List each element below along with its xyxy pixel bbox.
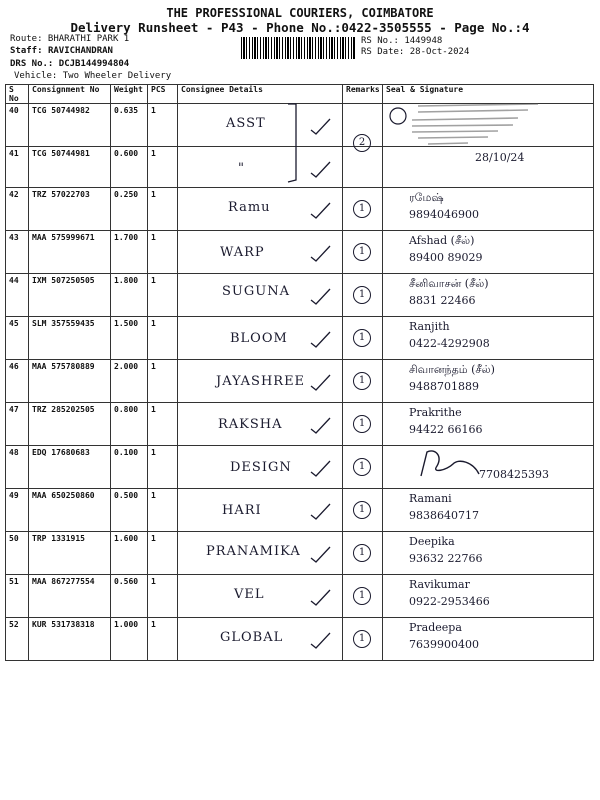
cell-sno: 41 <box>6 147 29 188</box>
cell-consignee <box>178 274 343 317</box>
tick-mark-icon <box>308 286 332 306</box>
remark-circle: 2 <box>353 134 371 152</box>
cell-consignee <box>178 446 343 489</box>
signature-phone: 7708425393 <box>479 468 549 481</box>
tick-mark-icon <box>308 587 332 607</box>
cell-consignment: MAA 650250860 <box>29 489 111 532</box>
signature-phone: 8831 22466 <box>409 294 476 307</box>
signature-name: சீனிவாசன் (சீல்) <box>409 277 489 290</box>
signature-name: சிவானந்தம் (சீல்) <box>409 363 495 376</box>
cell-weight: 1.500 <box>111 317 148 360</box>
cell-consignee <box>178 575 343 618</box>
consignee-name: BLOOM <box>230 331 288 346</box>
tick-mark-icon <box>308 458 332 478</box>
remark-circle: 1 <box>353 200 371 218</box>
consignee-name: DESIGN <box>230 460 292 475</box>
cell-pcs: 1 <box>148 231 178 274</box>
rs-number: RS No.: 1449948 <box>361 36 443 46</box>
signature-phone: 93632 22766 <box>409 552 483 565</box>
cell-pcs: 1 <box>148 104 178 147</box>
cell-remarks <box>343 188 383 231</box>
cell-signature <box>383 274 594 317</box>
signature-name: Prakrithe <box>409 406 462 419</box>
cell-weight: 0.500 <box>111 489 148 532</box>
consignee-name: SUGUNA <box>222 284 290 299</box>
table-row <box>6 575 594 618</box>
table-row <box>6 403 594 446</box>
consignee-name: JAYASHREE <box>216 374 306 389</box>
col-weight: Weight <box>111 85 148 104</box>
cell-consignment: TRP 1331915 <box>29 532 111 575</box>
table-row <box>6 317 594 360</box>
remark-circle: 1 <box>353 544 371 562</box>
cell-consignee <box>178 403 343 446</box>
cell-signature <box>383 489 594 532</box>
cell-consignee <box>178 188 343 231</box>
table-row <box>6 532 594 575</box>
cell-weight: 0.800 <box>111 403 148 446</box>
table-body <box>6 104 594 661</box>
runsheet-subtitle: Delivery Runsheet - P43 - Phone No.:0422-3505555 - Page No.:4 <box>70 20 530 35</box>
consignee-name: WARP <box>220 245 265 260</box>
cell-remarks <box>343 274 383 317</box>
cell-sno: 50 <box>6 532 29 575</box>
signature-phone: 9838640717 <box>409 509 479 522</box>
cell-sno: 44 <box>6 274 29 317</box>
cell-pcs: 1 <box>148 618 178 661</box>
cell-weight: 0.100 <box>111 446 148 489</box>
consignee-name: RAKSHA <box>218 417 283 432</box>
consignee-name: VEL <box>234 587 265 602</box>
cell-consignee <box>178 231 343 274</box>
cell-pcs: 1 <box>148 489 178 532</box>
cell-consignment: TCG 50744982 <box>29 104 111 147</box>
cell-remarks <box>343 575 383 618</box>
table-row <box>6 618 594 661</box>
table-row <box>6 446 594 489</box>
cell-sno: 40 <box>6 104 29 147</box>
cell-signature <box>383 446 594 489</box>
cell-signature <box>383 618 594 661</box>
signature-phone: 7639900400 <box>409 638 479 651</box>
cell-sno: 49 <box>6 489 29 532</box>
remark-circle: 1 <box>353 243 371 261</box>
consignee-name: Ramu <box>228 200 271 215</box>
tick-mark-icon <box>308 116 332 136</box>
drs-number: DCJB144994804 <box>58 59 130 69</box>
table-row <box>6 231 594 274</box>
remark-circle: 1 <box>353 630 371 648</box>
table-row <box>6 274 594 317</box>
tick-mark-icon <box>308 544 332 564</box>
remark-circle: 1 <box>353 587 371 605</box>
col-pcs: PCS <box>148 85 178 104</box>
cell-signature <box>383 317 594 360</box>
cell-consignee <box>178 317 343 360</box>
cell-remarks <box>343 231 383 274</box>
signature-phone: 9894046900 <box>409 208 479 221</box>
signature-name: ரமேஷ் <box>409 191 444 204</box>
col-consignee: Consignee Details <box>178 85 343 104</box>
cell-weight: 1.700 <box>111 231 148 274</box>
cell-consignee <box>178 532 343 575</box>
consignee-name: ASST <box>226 116 266 131</box>
cell-signature <box>383 575 594 618</box>
cell-pcs: 1 <box>148 532 178 575</box>
cell-remarks <box>343 489 383 532</box>
cell-consignment: MAA 867277554 <box>29 575 111 618</box>
cell-signature <box>383 188 594 231</box>
tick-mark-icon <box>308 501 332 521</box>
cell-remarks <box>343 532 383 575</box>
tick-mark-icon <box>308 159 332 179</box>
cell-pcs: 1 <box>148 446 178 489</box>
consignee-name: GLOBAL <box>220 630 284 645</box>
tick-mark-icon <box>308 243 332 263</box>
tick-mark-icon <box>308 415 332 435</box>
cell-consignment: MAA 575780889 <box>29 360 111 403</box>
cell-consignee <box>178 147 343 188</box>
cell-signature <box>383 532 594 575</box>
cell-signature <box>383 231 594 274</box>
table-row <box>6 489 594 532</box>
staff-name: RAVICHANDRAN <box>47 46 113 56</box>
cell-consignee <box>178 104 343 147</box>
remark-circle: 1 <box>353 286 371 304</box>
cell-consignment: SLM 357559435 <box>29 317 111 360</box>
drs-row <box>10 59 129 69</box>
company-title: THE PROFESSIONAL COURIERS, COIMBATORE <box>166 6 434 20</box>
cell-consignee <box>178 618 343 661</box>
cell-remarks <box>343 104 383 147</box>
cell-sno: 48 <box>6 446 29 489</box>
cell-consignment: IXM 507250505 <box>29 274 111 317</box>
drs-label: DRS No.: <box>10 59 59 69</box>
signature-phone: 0922-2953466 <box>409 595 490 608</box>
remark-circle: 1 <box>353 501 371 519</box>
cell-consignee <box>178 489 343 532</box>
signature-name: Ravikumar <box>409 578 470 591</box>
table-row <box>6 360 594 403</box>
cell-weight: 0.635 <box>111 104 148 147</box>
signature-name: Deepika <box>409 535 455 548</box>
cell-remarks <box>343 618 383 661</box>
cell-weight: 0.600 <box>111 147 148 188</box>
signature-scribble-icon <box>413 446 483 484</box>
col-remarks: Remarks <box>343 85 383 104</box>
cell-remarks <box>343 147 383 188</box>
cell-sno: 52 <box>6 618 29 661</box>
consignee-name: PRANAMIKA <box>206 544 301 559</box>
staff-row <box>10 46 113 56</box>
cell-sno: 46 <box>6 360 29 403</box>
vehicle-label: Vehicle: Two Wheeler Delivery <box>14 71 172 81</box>
cell-pcs: 1 <box>148 575 178 618</box>
cell-pcs: 1 <box>148 188 178 231</box>
cell-consignment: TRZ 57022703 <box>29 188 111 231</box>
cell-consignment: KUR 531738318 <box>29 618 111 661</box>
cell-pcs: 1 <box>148 403 178 446</box>
signature-name: Pradeepa <box>409 621 462 634</box>
signature-name: Ramani <box>409 492 452 505</box>
tick-mark-icon <box>308 200 332 220</box>
tick-mark-icon <box>308 372 332 392</box>
cell-consignment: TCG 50744981 <box>29 147 111 188</box>
cell-consignment: MAA 575999671 <box>29 231 111 274</box>
cell-remarks <box>343 317 383 360</box>
cell-sno: 42 <box>6 188 29 231</box>
route-label: Route: BHARATHI PARK 1 <box>10 34 130 44</box>
signature-phone: 0422-4292908 <box>409 337 490 350</box>
cell-remarks <box>343 446 383 489</box>
remark-circle: 1 <box>353 458 371 476</box>
cell-sno: 47 <box>6 403 29 446</box>
barcode <box>241 37 355 59</box>
cell-weight: 2.000 <box>111 360 148 403</box>
tick-mark-icon <box>308 630 332 650</box>
col-consignment: Consignment No <box>29 85 111 104</box>
signature-phone: 94422 66166 <box>409 423 483 436</box>
signature-name: Ranjith <box>409 320 450 333</box>
signature-phone: 89400 89029 <box>409 251 483 264</box>
tick-mark-icon <box>308 329 332 349</box>
signature-name: Afshad (சீல்) <box>409 234 475 247</box>
cell-consignment: TRZ 285202505 <box>29 403 111 446</box>
cell-consignee <box>178 360 343 403</box>
cell-signature <box>383 360 594 403</box>
cell-sno: 51 <box>6 575 29 618</box>
runsheet-table <box>5 84 594 661</box>
staff-label: Staff: <box>10 46 48 56</box>
cell-weight: 1.000 <box>111 618 148 661</box>
cell-weight: 1.800 <box>111 274 148 317</box>
signature-phone: 9488701889 <box>409 380 479 393</box>
cell-weight: 0.560 <box>111 575 148 618</box>
consignee-name: " <box>238 161 245 176</box>
cell-pcs: 1 <box>148 147 178 188</box>
cell-weight: 0.250 <box>111 188 148 231</box>
cell-signature <box>383 403 594 446</box>
cell-remarks <box>343 403 383 446</box>
cell-weight: 1.600 <box>111 532 148 575</box>
cell-consignment: EDQ 17680683 <box>29 446 111 489</box>
cell-pcs: 1 <box>148 274 178 317</box>
cell-sno: 43 <box>6 231 29 274</box>
remark-circle: 1 <box>353 329 371 347</box>
cell-sno: 45 <box>6 317 29 360</box>
col-sno: S No <box>6 85 29 104</box>
seal-stamp-icon <box>388 98 548 158</box>
remark-circle: 1 <box>353 372 371 390</box>
col-signature: Seal & Signature <box>383 85 594 104</box>
table-row <box>6 188 594 231</box>
cell-remarks <box>343 360 383 403</box>
cell-pcs: 1 <box>148 317 178 360</box>
rs-date: RS Date: 28-Oct-2024 <box>361 47 470 57</box>
consignee-name: HARI <box>222 503 262 518</box>
remark-circle: 1 <box>353 415 371 433</box>
cell-pcs: 1 <box>148 360 178 403</box>
signature-name: 28/10/24 <box>475 151 525 164</box>
